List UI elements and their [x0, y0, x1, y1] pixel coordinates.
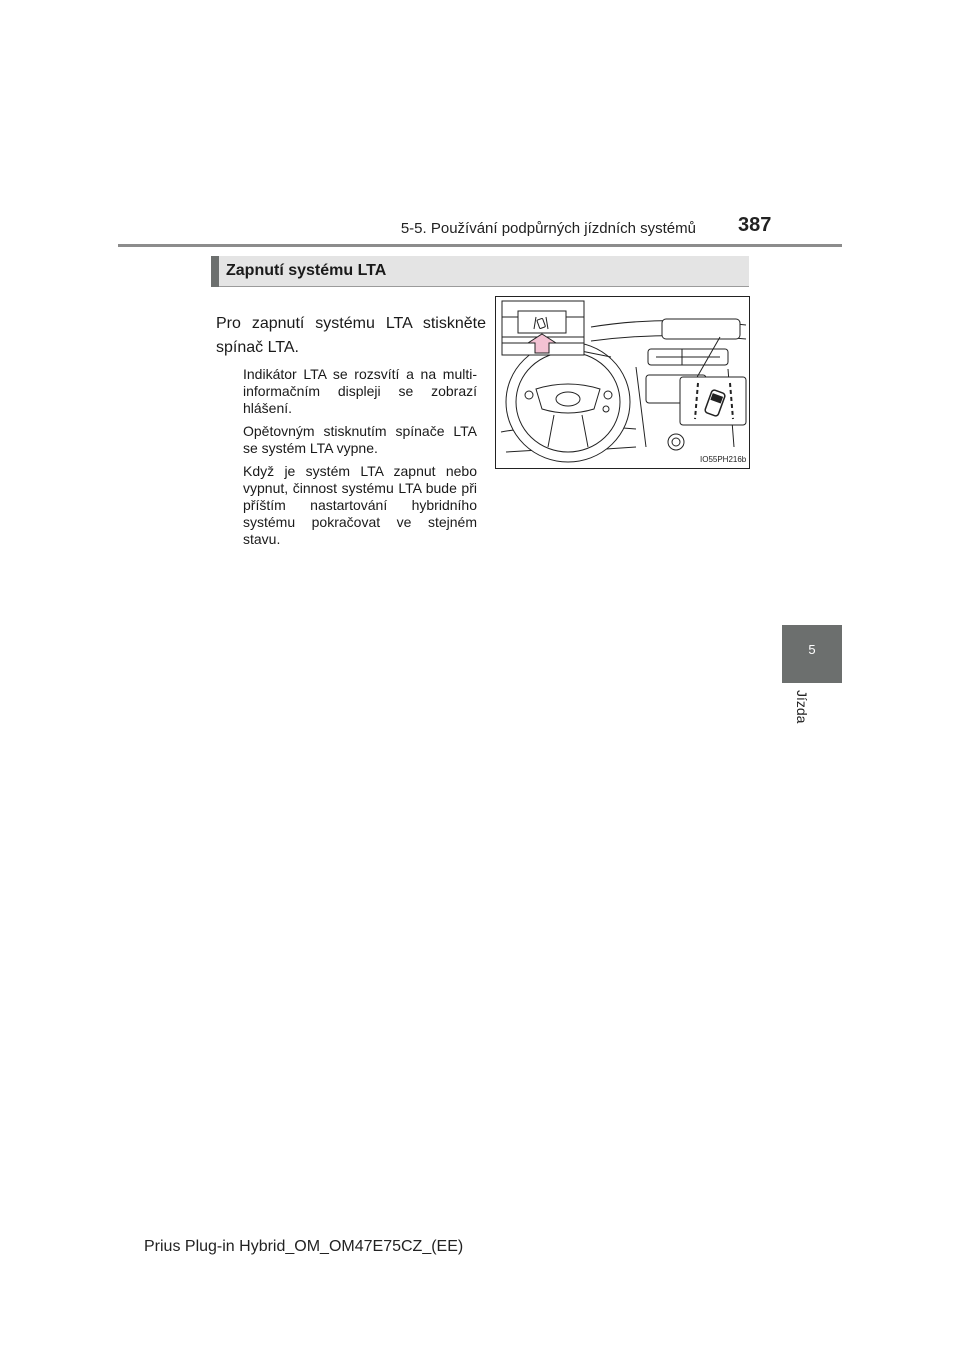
page-number: 387 — [738, 214, 772, 236]
dashboard-illustration — [495, 296, 750, 469]
header-title: 5-5. Používání podpůrných jízdních systémů — [400, 220, 696, 237]
figure-code: IO55PH216b — [700, 455, 747, 464]
note-item: Indikátor LTA se rozsvítí a na multi-informačním displeji se zobrazí hlášení. — [243, 366, 477, 416]
lead-instruction: Pro zapnutí systému LTA stiskněte spínač LTA. — [216, 315, 486, 356]
section-heading-marker — [211, 256, 219, 287]
chapter-label: Jízda — [794, 690, 810, 724]
note-item: Opětovným stisknutím spínače LTA se systém LTA vypne. — [243, 423, 477, 456]
note-item: Když je systém LTA zapnut nebo vypnut, činnost systému LTA bude při příštím nastartování hybridního systému pokračovat ve stejném stavu. — [243, 463, 477, 547]
header-rule — [118, 244, 842, 247]
section-title: Zapnutí systému LTA — [226, 262, 387, 279]
chapter-number: 5 — [808, 642, 816, 657]
footer-document-id: Prius Plug-in Hybrid_OM_OM47E75CZ_(EE) — [144, 1238, 464, 1255]
